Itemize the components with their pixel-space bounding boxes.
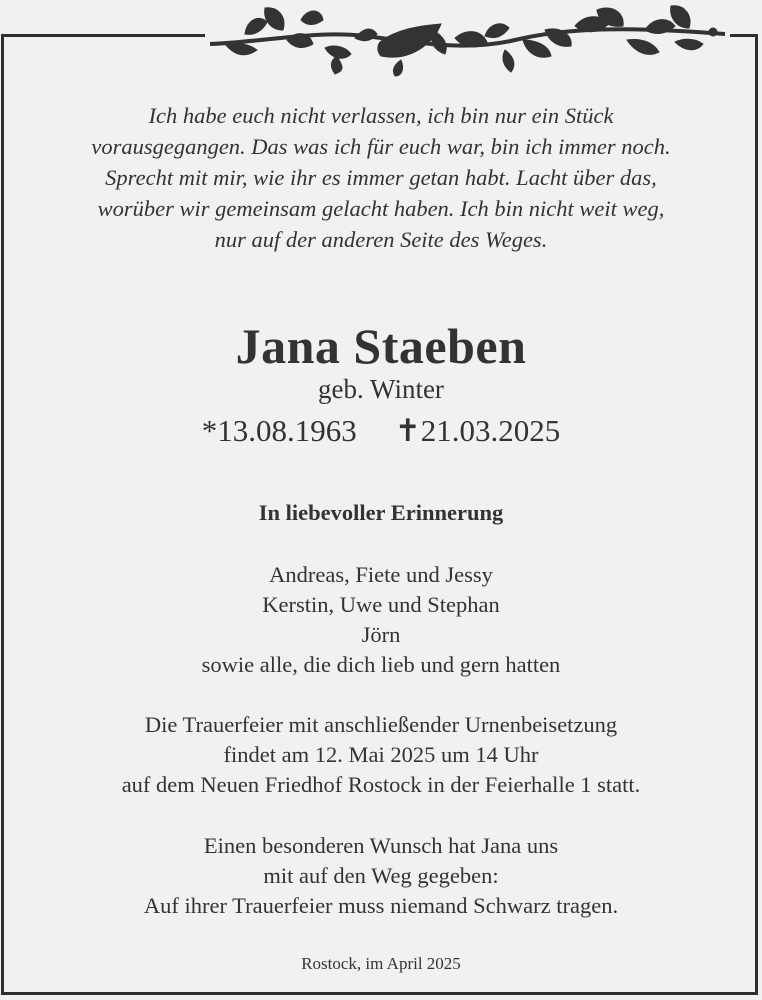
poem — [0, 100, 762, 255]
deceased-name: Jana Staeben — [235, 318, 527, 374]
wish-line: Auf ihrer Trauerfeier muss niemand Schwarz tragen. — [143, 893, 619, 918]
wish-line: Einen besonderen Wunsch hat Jana uns — [203, 833, 559, 858]
wish-line: mit auf den Weg gegeben: — [263, 863, 499, 888]
poem-line: nur auf der anderen Seite des Weges. — [214, 227, 548, 252]
ceremony-line: auf dem Neuen Friedhof Rostock in der Feierhalle 1 statt. — [121, 772, 641, 797]
ceremony-line: Die Trauerfeier mit anschließender Urnenbeisetzung — [144, 712, 618, 737]
mourner-line: Andreas, Fiete und Jessy — [269, 562, 493, 587]
birth-name: geb. Winter — [318, 374, 444, 404]
place-date-signoff: Rostock, im April 2025 — [301, 954, 461, 973]
poem-line: Sprecht mit mir, wie ihr es immer getan habt. Lacht über das, — [105, 165, 657, 190]
ceremony-info — [0, 710, 762, 800]
mourner-line: Jörn — [361, 622, 401, 647]
poem-line: worüber wir gemeinsam gelacht haben. Ich bin nicht weit weg, — [97, 196, 665, 221]
death-date: ✝21.03.2025 — [394, 413, 561, 448]
ivy-vine-icon — [205, 0, 730, 80]
mourners-list — [0, 560, 762, 680]
frame-top-right — [730, 34, 758, 37]
frame-top-left — [1, 34, 206, 37]
ceremony-line: findet am 12. Mai 2025 um 14 Uhr — [223, 742, 539, 767]
birth-date: *13.08.1963 — [201, 413, 357, 448]
mourner-line: Kerstin, Uwe und Stephan — [262, 592, 500, 617]
mourner-line: sowie alle, die dich lieb und gern hatten — [201, 652, 561, 677]
special-wish — [0, 831, 762, 921]
life-dates — [0, 411, 762, 451]
poem-line: Ich habe euch nicht verlassen, ich bin nur ein Stück — [148, 103, 614, 128]
memorial-heading: In liebevoller Erinnerung — [258, 500, 504, 525]
poem-line: vorausgegangen. Das was ich für euch war, bin ich immer noch. — [91, 134, 671, 159]
